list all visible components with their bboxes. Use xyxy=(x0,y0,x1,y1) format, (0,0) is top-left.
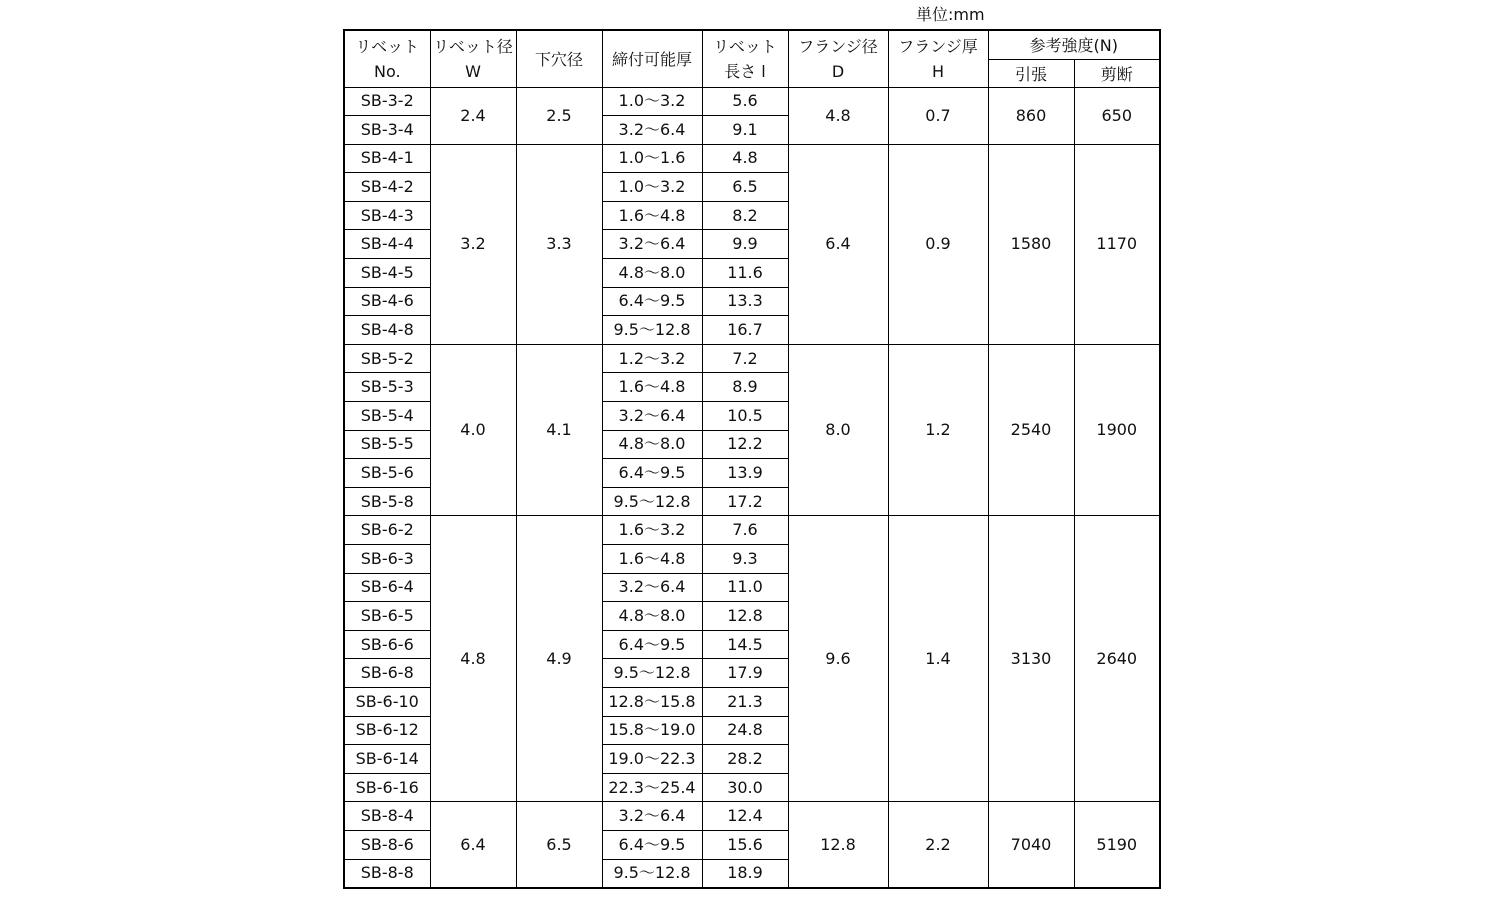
header-flange-diameter xyxy=(788,30,888,87)
flange-diameter-cell: 8.0 xyxy=(788,344,888,516)
table-row xyxy=(344,516,1160,545)
flange-diameter-cell: 9.6 xyxy=(788,516,888,802)
rivet-no-cell: SB-6-10 xyxy=(344,687,430,716)
grip-range-cell: 4.8〜8.0 xyxy=(602,259,702,288)
rivet-no-cell: SB-6-14 xyxy=(344,745,430,774)
unit-label: 単位:mm xyxy=(916,5,985,24)
rivet-length-cell: 12.8 xyxy=(702,602,788,631)
grip-range-cell: 12.8〜15.8 xyxy=(602,687,702,716)
tensile-strength-cell: 3130 xyxy=(988,516,1074,802)
rivet-no-cell: SB-5-6 xyxy=(344,459,430,488)
flange-thickness-cell: 2.2 xyxy=(888,802,988,888)
grip-range-cell: 9.5〜12.8 xyxy=(602,487,702,516)
hole-diameter-cell: 4.9 xyxy=(516,516,602,802)
rivet-length-cell: 12.2 xyxy=(702,430,788,459)
grip-range-cell: 1.6〜4.8 xyxy=(602,545,702,574)
grip-range-cell: 6.4〜9.5 xyxy=(602,830,702,859)
rivet-no-cell: SB-5-3 xyxy=(344,373,430,402)
rivet-length-cell: 21.3 xyxy=(702,687,788,716)
flange-diameter-cell: 4.8 xyxy=(788,87,888,144)
header-rivet-no xyxy=(344,30,430,87)
flange-diameter-cell: 6.4 xyxy=(788,144,888,344)
grip-range-cell: 4.8〜8.0 xyxy=(602,602,702,631)
flange-thickness-cell: 1.2 xyxy=(888,344,988,516)
shear-strength-cell: 2640 xyxy=(1074,516,1160,802)
grip-range-cell: 9.5〜12.8 xyxy=(602,659,702,688)
rivet-no-cell: SB-4-3 xyxy=(344,201,430,230)
header-flange-thickness-line1: フランジ厚 xyxy=(898,36,978,56)
rivet-length-cell: 7.2 xyxy=(702,344,788,373)
rivet-length-cell: 11.0 xyxy=(702,573,788,602)
table-body xyxy=(344,87,1160,888)
header-grip-range: 締付可能厚 xyxy=(602,30,702,87)
rivet-length-cell: 12.4 xyxy=(702,802,788,831)
grip-range-cell: 1.0〜3.2 xyxy=(602,87,702,116)
header-flange-thickness-line2: H xyxy=(931,61,945,81)
rivet-no-cell: SB-8-8 xyxy=(344,859,430,888)
grip-range-cell: 3.2〜6.4 xyxy=(602,116,702,145)
header-rivet-diameter-line1: リベット径 xyxy=(433,36,513,56)
rivet-length-cell: 17.2 xyxy=(702,487,788,516)
flange-thickness-cell: 0.9 xyxy=(888,144,988,344)
table-row xyxy=(344,87,1160,116)
rivet-no-cell: SB-6-4 xyxy=(344,573,430,602)
grip-range-cell: 1.0〜3.2 xyxy=(602,173,702,202)
header-shear: 剪断 xyxy=(1074,59,1160,87)
grip-range-cell: 6.4〜9.5 xyxy=(602,459,702,488)
grip-range-cell: 1.6〜3.2 xyxy=(602,516,702,545)
rivet-length-cell: 8.9 xyxy=(702,373,788,402)
grip-range-cell: 1.2〜3.2 xyxy=(602,344,702,373)
rivet-diameter-cell: 4.0 xyxy=(430,344,516,516)
rivet-no-cell: SB-5-5 xyxy=(344,430,430,459)
rivet-no-cell: SB-6-5 xyxy=(344,602,430,631)
table-row xyxy=(344,802,1160,831)
table-header xyxy=(344,30,1160,87)
table-row xyxy=(344,344,1160,373)
rivet-spec-table xyxy=(343,29,1161,889)
header-flange-thickness xyxy=(888,30,988,87)
rivet-no-cell: SB-6-8 xyxy=(344,659,430,688)
header-flange-diameter-line1: フランジ径 xyxy=(798,36,878,56)
rivet-length-cell: 4.8 xyxy=(702,144,788,173)
header-rivet-length xyxy=(702,30,788,87)
rivet-no-cell: SB-6-2 xyxy=(344,516,430,545)
rivet-diameter-cell: 4.8 xyxy=(430,516,516,802)
rivet-no-cell: SB-4-1 xyxy=(344,144,430,173)
rivet-no-cell: SB-4-2 xyxy=(344,173,430,202)
grip-range-cell: 3.2〜6.4 xyxy=(602,230,702,259)
grip-range-cell: 3.2〜6.4 xyxy=(602,573,702,602)
grip-range-cell: 15.8〜19.0 xyxy=(602,716,702,745)
grip-range-cell: 4.8〜8.0 xyxy=(602,430,702,459)
rivet-no-cell: SB-4-4 xyxy=(344,230,430,259)
rivet-no-cell: SB-4-5 xyxy=(344,259,430,288)
rivet-diameter-cell: 6.4 xyxy=(430,802,516,888)
header-rivet-no-line1: リベット xyxy=(355,36,420,56)
rivet-no-cell: SB-8-4 xyxy=(344,802,430,831)
flange-thickness-cell: 1.4 xyxy=(888,516,988,802)
rivet-length-cell: 28.2 xyxy=(702,745,788,774)
rivet-length-cell: 18.9 xyxy=(702,859,788,888)
rivet-no-cell: SB-5-4 xyxy=(344,402,430,431)
shear-strength-cell: 650 xyxy=(1074,87,1160,144)
flange-thickness-cell: 0.7 xyxy=(888,87,988,144)
rivet-diameter-cell: 2.4 xyxy=(430,87,516,144)
flange-diameter-cell: 12.8 xyxy=(788,802,888,888)
rivet-length-cell: 14.5 xyxy=(702,630,788,659)
shear-strength-cell: 1170 xyxy=(1074,144,1160,344)
grip-range-cell: 1.6〜4.8 xyxy=(602,201,702,230)
hole-diameter-cell: 4.1 xyxy=(516,344,602,516)
grip-range-cell: 19.0〜22.3 xyxy=(602,745,702,774)
rivet-no-cell: SB-6-16 xyxy=(344,773,430,802)
hole-diameter-cell: 2.5 xyxy=(516,87,602,144)
rivet-length-cell: 9.3 xyxy=(702,545,788,574)
rivet-length-cell: 13.3 xyxy=(702,287,788,316)
rivet-length-cell: 6.5 xyxy=(702,173,788,202)
rivet-diameter-cell: 3.2 xyxy=(430,144,516,344)
rivet-length-cell: 11.6 xyxy=(702,259,788,288)
header-rivet-no-line2: No. xyxy=(373,61,401,81)
header-tensile: 引張 xyxy=(988,59,1074,87)
rivet-length-cell: 5.6 xyxy=(702,87,788,116)
rivet-length-cell: 15.6 xyxy=(702,830,788,859)
hole-diameter-cell: 3.3 xyxy=(516,144,602,344)
rivet-no-cell: SB-5-8 xyxy=(344,487,430,516)
rivet-no-cell: SB-6-3 xyxy=(344,545,430,574)
rivet-length-cell: 13.9 xyxy=(702,459,788,488)
table-row xyxy=(344,144,1160,173)
header-rivet-diameter xyxy=(430,30,516,87)
rivet-length-cell: 24.8 xyxy=(702,716,788,745)
tensile-strength-cell: 860 xyxy=(988,87,1074,144)
grip-range-cell: 1.0〜1.6 xyxy=(602,144,702,173)
rivet-no-cell: SB-5-2 xyxy=(344,344,430,373)
rivet-no-cell: SB-3-2 xyxy=(344,87,430,116)
rivet-no-cell: SB-6-6 xyxy=(344,630,430,659)
tensile-strength-cell: 1580 xyxy=(988,144,1074,344)
rivet-no-cell: SB-6-12 xyxy=(344,716,430,745)
grip-range-cell: 9.5〜12.8 xyxy=(602,316,702,345)
header-rivet-length-line2: 長さ l xyxy=(724,61,766,81)
header-reference-strength: 参考強度(N) xyxy=(988,30,1160,59)
header-rivet-length-line1: リベット xyxy=(713,36,777,56)
grip-range-cell: 9.5〜12.8 xyxy=(602,859,702,888)
grip-range-cell: 1.6〜4.8 xyxy=(602,373,702,402)
grip-range-cell: 6.4〜9.5 xyxy=(602,287,702,316)
tensile-strength-cell: 7040 xyxy=(988,802,1074,888)
rivet-length-cell: 8.2 xyxy=(702,201,788,230)
header-hole-diameter: 下穴径 xyxy=(516,30,602,87)
rivet-no-cell: SB-8-6 xyxy=(344,830,430,859)
rivet-length-cell: 30.0 xyxy=(702,773,788,802)
grip-range-cell: 6.4〜9.5 xyxy=(602,630,702,659)
rivet-length-cell: 7.6 xyxy=(702,516,788,545)
shear-strength-cell: 1900 xyxy=(1074,344,1160,516)
rivet-length-cell: 10.5 xyxy=(702,402,788,431)
rivet-length-cell: 16.7 xyxy=(702,316,788,345)
grip-range-cell: 22.3〜25.4 xyxy=(602,773,702,802)
shear-strength-cell: 5190 xyxy=(1074,802,1160,888)
rivet-length-cell: 9.1 xyxy=(702,116,788,145)
rivet-no-cell: SB-4-6 xyxy=(344,287,430,316)
grip-range-cell: 3.2〜6.4 xyxy=(602,802,702,831)
grip-range-cell: 3.2〜6.4 xyxy=(602,402,702,431)
rivet-no-cell: SB-3-4 xyxy=(344,116,430,145)
tensile-strength-cell: 2540 xyxy=(988,344,1074,516)
header-flange-diameter-line2: D xyxy=(831,61,845,81)
header-rivet-diameter-line2: W xyxy=(465,61,481,81)
rivet-length-cell: 9.9 xyxy=(702,230,788,259)
hole-diameter-cell: 6.5 xyxy=(516,802,602,888)
rivet-no-cell: SB-4-8 xyxy=(344,316,430,345)
rivet-length-cell: 17.9 xyxy=(702,659,788,688)
